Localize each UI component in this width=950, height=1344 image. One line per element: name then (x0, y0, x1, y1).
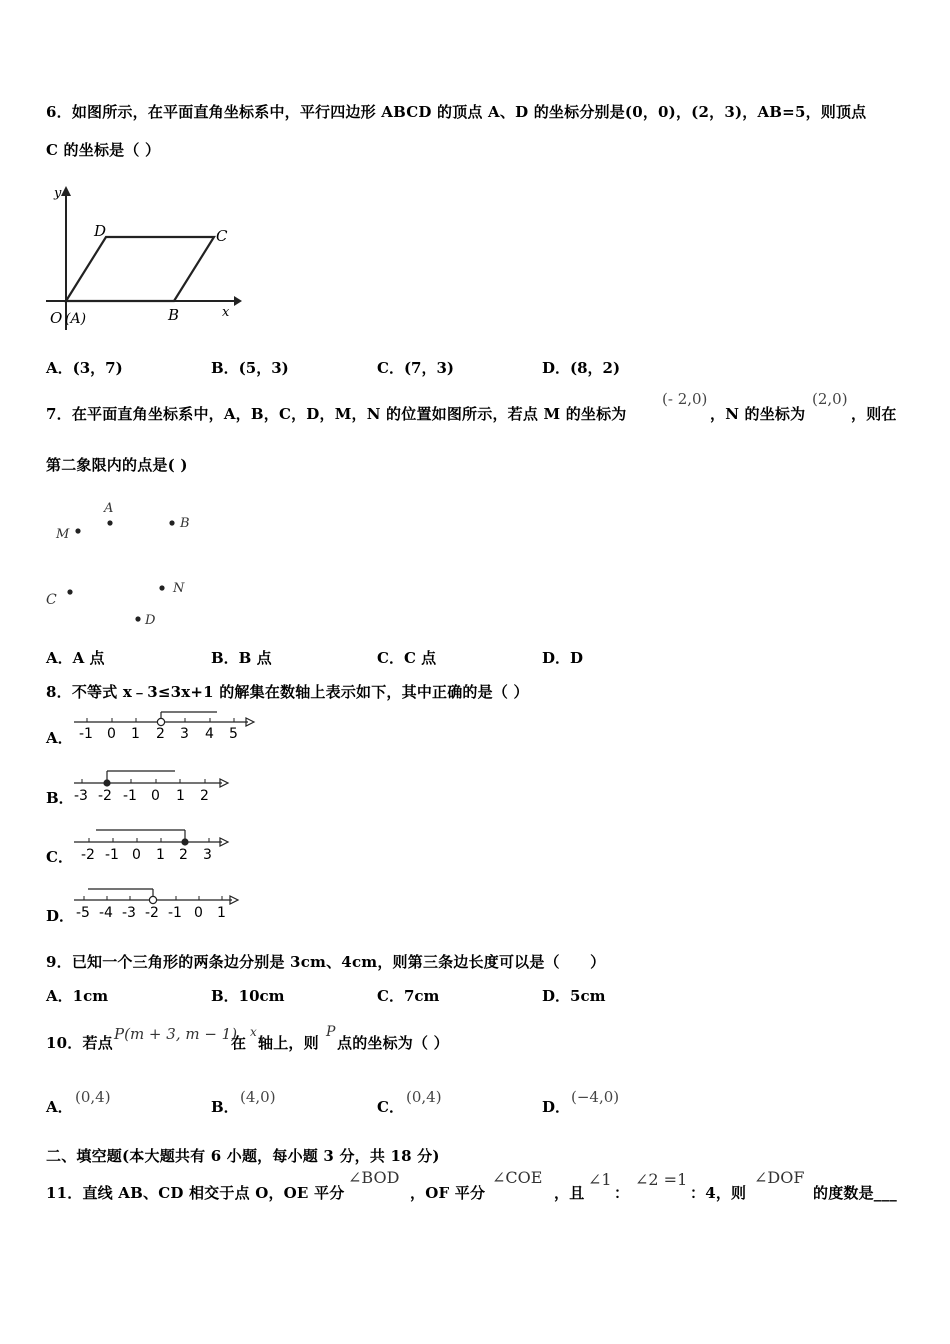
q8d-tick-6: 1 (217, 905, 226, 920)
q11-stem-part4: ： (614, 1184, 630, 1202)
q8-option-a-label[interactable]: A． (46, 729, 73, 747)
q8d-tick-1: -4 (99, 905, 113, 920)
q8-option-c-label[interactable]: C． (46, 848, 73, 866)
q10-option-a-value[interactable]: (0,4) (75, 1088, 111, 1106)
q10-stem-part1: 10．若点 (46, 1034, 113, 1052)
q6-parallelogram (66, 237, 214, 301)
q7-stem-line2: 第二象限内的点是( ) (46, 456, 188, 474)
q9-option-b[interactable]: B．10cm (211, 987, 285, 1005)
q8d-tick-0: -5 (76, 905, 90, 920)
q6-stem-line1: 6．如图所示，在平面直角坐标系中，平行四边形 ABCD 的顶点 A、D 的坐标分别是(0，0)，(2，3)，AB=5，则顶点 (46, 103, 867, 121)
q8c-tick-3: 1 (156, 847, 165, 862)
q8b-tick-1: -2 (98, 788, 112, 804)
q8-option-b-label[interactable]: B． (46, 789, 74, 807)
q6-label-a: (A) (65, 311, 87, 327)
q7-label-b: B (180, 516, 190, 531)
q7-m-coordinate: (- 2,0) (662, 390, 708, 408)
q11-stem-part3: ，且 (554, 1184, 585, 1202)
q11-angle-coe: ∠COE (492, 1168, 543, 1187)
q7-point-m (75, 528, 80, 533)
q10-option-d-label[interactable]: D． (542, 1098, 571, 1116)
q8b-tick-4: 1 (176, 788, 185, 804)
q8-option-a-numberline[interactable] (72, 708, 262, 744)
q10-stem-part3: 轴上，则 (258, 1034, 319, 1052)
q6-label-d: D (94, 222, 107, 240)
q8a-tick-5: 4 (205, 726, 214, 742)
q8d-tick-2: -3 (122, 905, 136, 920)
q11-stem-part6: 的度数是___ (813, 1184, 897, 1202)
q8a-tick-0: -1 (79, 726, 93, 742)
q7-stem-line1 (46, 403, 627, 424)
q6-label-x: x (222, 305, 230, 320)
q8b-tick-3: 0 (151, 788, 160, 804)
q7-stem-part3: ，则在 (851, 405, 897, 423)
q7-stem-part2: ，N 的坐标为 (710, 405, 806, 423)
q8c-tick-1: -1 (105, 847, 119, 862)
q8a-tick-3: 2 (156, 726, 165, 742)
q7-option-d[interactable]: D．D (542, 649, 584, 667)
q9-option-c[interactable]: C．7cm (377, 987, 440, 1005)
q8c-tick-2: 0 (132, 847, 141, 862)
q8-option-d-numberline[interactable] (72, 884, 252, 920)
q7-option-b[interactable]: B．B 点 (211, 649, 272, 667)
q10-option-b-value[interactable]: (4,0) (240, 1088, 276, 1106)
q10-option-c-label[interactable]: C． (377, 1098, 404, 1116)
q8-stem: 8．不等式 x﹣3≤3x+1 的解集在数轴上表示如下，其中正确的是（ ） (46, 683, 529, 701)
q10-axis-letter: x (250, 1025, 257, 1039)
q7-label-n: N (173, 581, 185, 596)
q6-label-b: B (168, 306, 180, 324)
q8c-tick-5: 3 (203, 847, 212, 862)
q6-option-d[interactable]: D．(8，2) (542, 359, 621, 377)
q11-stem-part1: 11．直线 AB、CD 相交于点 O，OE 平分 (46, 1184, 345, 1202)
q8b-tick-2: -1 (123, 788, 137, 804)
q8-option-d-label[interactable]: D． (46, 907, 75, 925)
q7-point-d (135, 616, 140, 621)
q7-n-coordinate: (2,0) (812, 390, 848, 408)
q9-option-d[interactable]: D．5cm (542, 987, 606, 1005)
q6-option-b[interactable]: B．(5，3) (211, 359, 289, 377)
q6-label-c: C (216, 227, 228, 245)
section2-title: 二、填空题(本大题共有 6 小题，每小题 3 分，共 18 分) (46, 1147, 440, 1165)
q7-option-a[interactable]: A．A 点 (46, 649, 105, 667)
q7-point-b (169, 520, 174, 525)
q10-option-d-value[interactable]: (−4,0) (571, 1088, 620, 1106)
q10-stem-part4: 点的坐标为（ ） (337, 1034, 449, 1052)
q10-option-a-label[interactable]: A． (46, 1098, 73, 1116)
q8-option-b-numberline[interactable] (72, 768, 242, 804)
q8b-tick-0: -3 (74, 788, 88, 804)
q8d-tick-3: -2 (145, 905, 159, 920)
q8a-tick-2: 1 (131, 726, 140, 742)
q10-p-letter: P (326, 1024, 336, 1040)
q10-option-b-label[interactable]: B． (211, 1098, 239, 1116)
q6-label-o: O (50, 309, 63, 327)
q7-label-d: D (145, 613, 156, 628)
q6-stem-line2: C 的坐标是（ ） (46, 141, 161, 159)
q7-point-a (107, 520, 112, 525)
q10-stem-part2: 在 (231, 1034, 247, 1052)
q10-point-expression: P(m + 3, m − 1) (114, 1025, 238, 1043)
q8d-tick-5: 0 (194, 905, 203, 920)
q8a-tick-1: 0 (107, 726, 116, 742)
q7-point-c (67, 589, 72, 594)
q11-angle-1: ∠1 (588, 1170, 612, 1189)
q7-points-figure (44, 494, 224, 634)
q7-label-a: A (104, 501, 114, 516)
q8d-tick-4: -1 (168, 905, 182, 920)
q9-option-a[interactable]: A．1cm (46, 987, 109, 1005)
q9-stem: 9．已知一个三角形的两条边分别是 3cm、4cm，则第三条边长度可以是（ ） (46, 953, 606, 971)
q11-stem-part2: ，OF 平分 (410, 1184, 486, 1202)
q8c-tick-0: -2 (81, 847, 95, 862)
q8a-tick-6: 5 (229, 726, 238, 742)
q6-option-c[interactable]: C．(7，3) (377, 359, 455, 377)
q8b-tick-5: 2 (200, 788, 209, 804)
q8c-tick-4: 2 (179, 847, 188, 862)
q7-stem-part1: 7．在平面直角坐标系中，A，B，C，D，M，N 的位置如图所示，若点 M 的坐标为 (46, 405, 627, 423)
q7-option-c[interactable]: C．C 点 (377, 649, 437, 667)
q8-option-c-numberline[interactable] (72, 826, 242, 862)
q6-label-y: y (54, 186, 62, 201)
q6-x-axis-arrow (234, 296, 242, 306)
q11-stem-part5: ：4，则 (690, 1184, 747, 1202)
q7-label-c: C (46, 592, 57, 608)
q10-option-c-value[interactable]: (0,4) (406, 1088, 442, 1106)
q6-parallelogram-figure (44, 180, 244, 340)
q11-angle-dof: ∠DOF (754, 1168, 805, 1187)
q8a-tick-4: 3 (180, 726, 189, 742)
q7-label-m: M (56, 527, 70, 542)
q6-y-axis-arrow (61, 186, 71, 196)
q11-angle-bod: ∠BOD (348, 1168, 400, 1187)
q11-angle-2: ∠2 =1 (635, 1170, 688, 1189)
q6-option-a[interactable]: A．(3，7) (46, 359, 123, 377)
q7-point-n (159, 585, 164, 590)
